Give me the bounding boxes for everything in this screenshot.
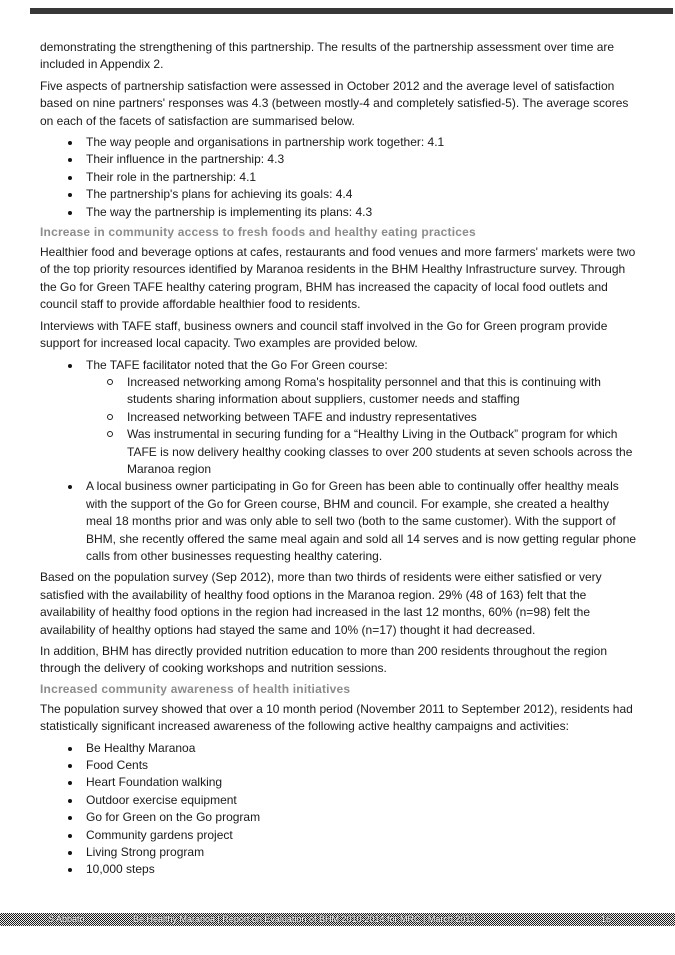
- section-heading-food-access: Increase in community access to fresh foods and healthy eating practices: [40, 225, 476, 240]
- list-item-text: Outdoor exercise equipment: [86, 792, 237, 807]
- bullet-dot-icon: [68, 158, 72, 162]
- sub-list-item-text: Was instrumental in securing funding for a “Healthy Living in the Outback” program for which TAFE is now delivery healthy cooking classes to over 200 students at seven schools across the Maranoa region: [127, 427, 633, 476]
- list-item-text: The way people and organisations in partnership work together: 4.1: [86, 135, 445, 150]
- sub-list-item-text: Increased networking among Roma's hospitality personnel and that this is continuing with students sharing information about suppliers, customer needs and staffing: [127, 374, 601, 407]
- list-item: [40, 792, 638, 809]
- list-item-text: Be Healthy Maranoa: [86, 740, 196, 755]
- list-item: [40, 151, 638, 168]
- satisfaction-scores-list: [40, 134, 638, 221]
- bullet-dot-icon: [68, 176, 72, 180]
- list-item-text: Community gardens project: [86, 827, 233, 842]
- list-item: [40, 827, 638, 844]
- examples-list: [40, 357, 638, 566]
- list-item-text: Living Strong program: [86, 845, 205, 860]
- section-heading-awareness: Increased community awareness of health initiatives: [40, 681, 351, 696]
- paragraph-satisfaction-summary: Five aspects of partnership satisfaction were assessed in October 2012 and the average level of satisfaction based on nine partners' responses was 4.3 (between mostly-4 and completely satisfied-5). The average scores on each of the facets of satisfaction are summarised below.: [40, 78, 629, 128]
- bullet-circle-icon: [107, 431, 113, 437]
- list-item-text: The partnership's plans for achieving its goals: 4.4: [86, 187, 353, 202]
- bullet-dot-icon: [68, 747, 72, 751]
- campaigns-list: [40, 740, 638, 879]
- list-item: [40, 774, 638, 791]
- bullet-dot-icon: [68, 764, 72, 768]
- footer-page-number: 16: [601, 914, 612, 924]
- bullet-dot-icon: [68, 781, 72, 785]
- list-item-text: Their role in the partnership: 4.1: [86, 169, 257, 184]
- paragraph-population-survey: Based on the population survey (Sep 2012), more than two thirds of residents were either satisfied or very satisfied with the availability of healthy food options in the Maranoa region. 29% (48 of 163) felt that the availability of healthy food options in the region had increased in the last 12 months, 60% (n=98) felt the availability of healthy options had stayed the same and 10% (n=17) thought it had decreased.: [40, 570, 602, 637]
- list-item-text: The TAFE facilitator noted that the Go For Green course:: [86, 357, 388, 372]
- bullet-dot-icon: [68, 834, 72, 838]
- list-item: [40, 169, 638, 186]
- tafe-sub-list: [86, 374, 638, 478]
- bullet-dot-icon: [68, 485, 72, 489]
- bullet-dot-icon: [68, 364, 72, 368]
- bullet-dot-icon: [68, 816, 72, 820]
- list-item-text: Food Cents: [86, 758, 149, 773]
- header-rule-bar: [30, 8, 673, 14]
- list-item: [40, 861, 638, 878]
- footer-bar: [0, 913, 675, 926]
- bullet-dot-icon: [68, 868, 72, 872]
- list-item-text: Go for Green on the Go program: [86, 810, 261, 825]
- bullet-dot-icon: [68, 141, 72, 145]
- list-item-text: A local business owner participating in Go for Green has been able to continually offer healthy meals with the support of the Go for Green course, BHM and council. For example, she created a healthy meal 18 months prior and was only able to sell two (both to the same customer). With the support of BHM, she recently offered the same meal again and sold all 14 serves and is now getting regular phone calls from other businesses requesting healthy catering.: [86, 479, 637, 563]
- paragraph-interviews: Interviews with TAFE staff, business owners and council staff involved in the Go for Green program provide support for increased local capacity. Two examples are provided below.: [40, 318, 608, 351]
- paragraph-healthier-food-options: Healthier food and beverage options at cafes, restaurants and food venues and more farmers' markets were two of the top priority resources identified by Maranoa residents in the BHM Healthy Infrastructure survey. Through the Go for Green TAFE healthy catering program, BHM has increased the capacity of local food outlets and council staff to provide affordable healthier food to residents.: [40, 245, 636, 312]
- list-item: [40, 186, 638, 203]
- paragraph-partnership-results: demonstrating the strengthening of this partnership. The results of the partnership assessment over time are included in Appendix 2.: [40, 40, 615, 72]
- list-item: [40, 204, 638, 221]
- footer-report-title: Be Healthy Maranoa | Report on Evaluation of BHM 2010-2014 for MRC | March 2013: [133, 914, 476, 924]
- sub-list-item: [86, 374, 638, 409]
- bullet-dot-icon: [68, 851, 72, 855]
- paragraph-nutrition-education: In addition, BHM has directly provided nutrition education to more than 200 residents throughout the region through the delivery of cooking workshops and nutrition sessions.: [40, 644, 608, 676]
- list-item: [40, 357, 638, 479]
- list-item: [40, 844, 638, 861]
- bullet-circle-icon: [107, 414, 113, 420]
- bullet-dot-icon: [68, 799, 72, 803]
- list-item-text: Heart Foundation walking: [86, 775, 223, 790]
- list-item: [40, 757, 638, 774]
- sub-list-item-text: Increased networking between TAFE and industry representatives: [127, 409, 477, 424]
- footer-author: S Abbato: [48, 914, 85, 924]
- list-item: [40, 740, 638, 757]
- list-item-text: The way the partnership is implementing its plans: 4.3: [86, 204, 373, 219]
- bullet-circle-icon: [107, 379, 113, 385]
- sub-list-item: [86, 409, 638, 426]
- list-item-text: Their influence in the partnership: 4.3: [86, 152, 285, 167]
- list-item: [40, 809, 638, 826]
- list-item: [40, 134, 638, 151]
- sub-list-item: [86, 426, 638, 478]
- list-item-text: 10,000 steps: [86, 862, 155, 877]
- bullet-dot-icon: [68, 211, 72, 215]
- paragraph-awareness-survey: The population survey showed that over a 10 month period (November 2011 to September 2012), residents had statistically significant increased awareness of the following active healthy campaigns and activities:: [40, 701, 633, 734]
- list-item: [40, 478, 638, 565]
- bullet-dot-icon: [68, 193, 72, 197]
- page-content: [40, 39, 638, 883]
